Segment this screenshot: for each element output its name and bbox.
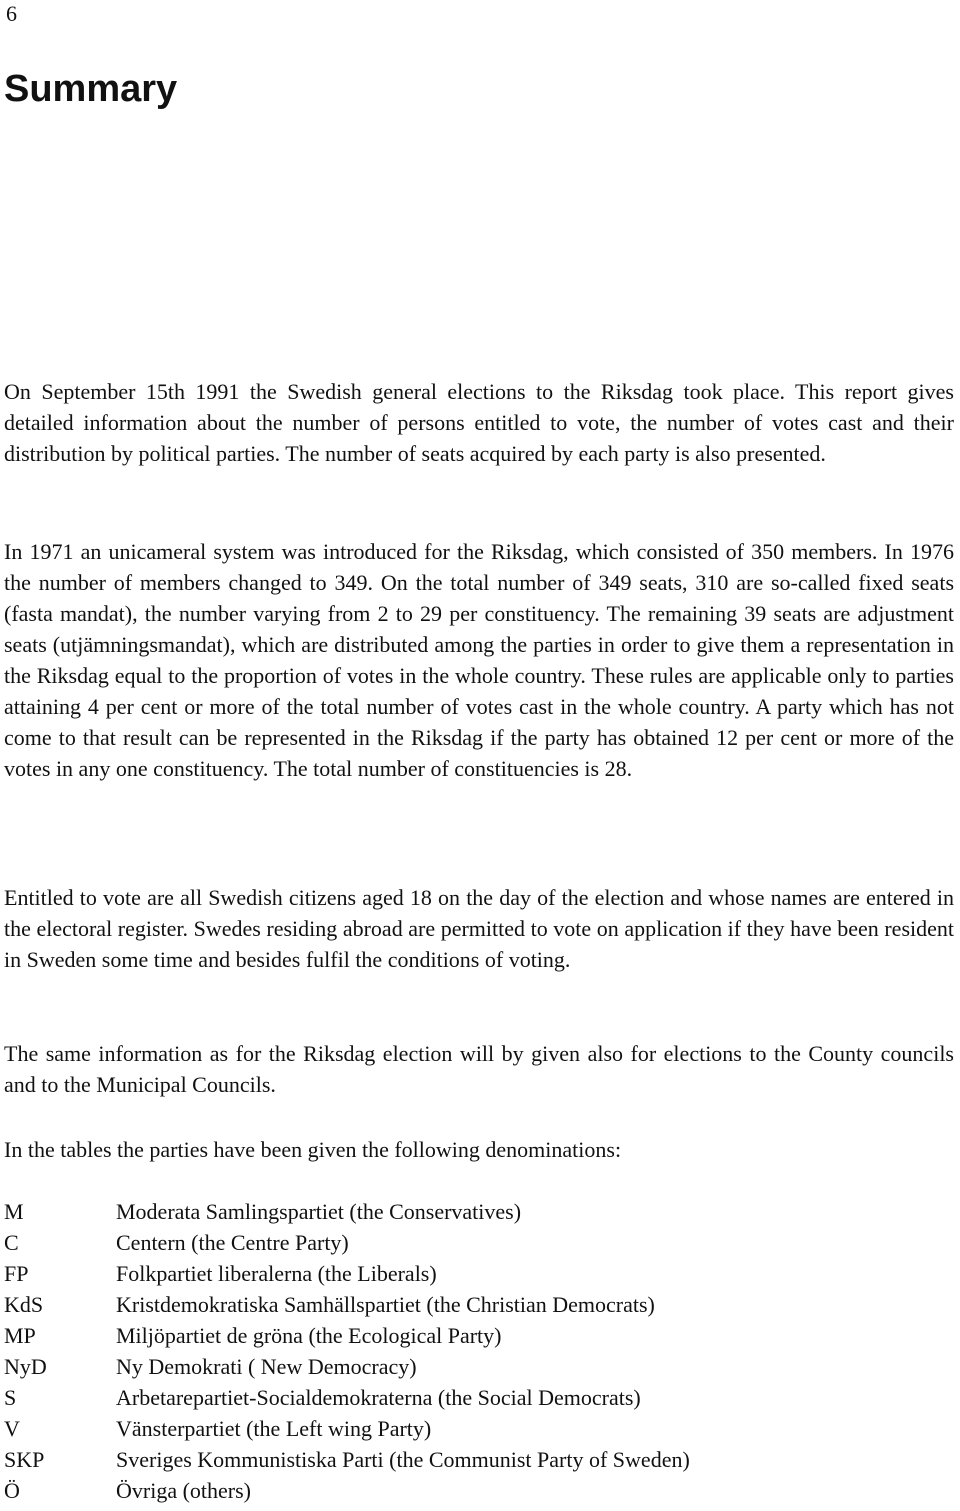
party-denominations-list	[4, 1196, 954, 1506]
party-name: Vänsterpartiet (the Left wing Party)	[116, 1416, 432, 1441]
list-item	[4, 1196, 954, 1227]
list-item	[4, 1289, 954, 1320]
page-title: Summary	[4, 68, 178, 110]
paragraph-riksdag-system: In 1971 an unicameral system was introduced for the Riksdag, which consisted of 350 members. In 1976 the number of members changed to 349. On the total number of 349 seats, 310 are so-called fixed seats (fasta mandat), the number varying from 2 to 29 per constituency. The remaining 39 seats are adjustment seats (utjämningsmandat), which are distributed among the parties in order to give them a representation in the Riksdag equal to the proportion of votes in the whole country. These rules are applicable only to parties attaining 4 per cent or more of the total number of votes cast in the whole country. A party which has not come to that result can be represented in the Riksdag if the party has obtained 12 per cent or more of the votes in any one constituency. The total number of constituencies is 28.	[4, 539, 954, 781]
list-item	[4, 1413, 954, 1444]
party-abbreviation: NyD	[4, 1354, 47, 1379]
list-item	[4, 1258, 954, 1289]
party-name: Sveriges Kommunistiska Parti (the Communist Party of Sweden)	[116, 1447, 690, 1472]
party-name: Ny Demokrati ( New Democracy)	[116, 1354, 417, 1379]
party-name: Moderata Samlingspartiet (the Conservatives)	[116, 1199, 522, 1224]
party-name: Centern (the Centre Party)	[116, 1230, 349, 1255]
paragraph-voting-eligibility: Entitled to vote are all Swedish citizens aged 18 on the day of the election and whose names are entered in the electoral register. Swedes residing abroad are permitted to vote on application if they have been resident in Sweden some time and besides fulfil the conditions of voting.	[4, 885, 954, 972]
party-abbreviation: S	[4, 1385, 17, 1410]
party-abbreviation: FP	[4, 1261, 29, 1286]
party-abbreviation: KdS	[4, 1292, 44, 1317]
party-name: Arbetarepartiet-Socialdemokraterna (the Social Democrats)	[116, 1385, 641, 1410]
party-abbreviation: C	[4, 1230, 19, 1255]
party-name: Övriga (others)	[116, 1478, 252, 1503]
list-item	[4, 1382, 954, 1413]
paragraph-other-elections: The same information as for the Riksdag election will by given also for elections to the County councils and to the Municipal Councils.	[4, 1041, 954, 1097]
paragraph-denominations-intro: In the tables the parties have been given the following denominations:	[4, 1137, 622, 1162]
party-name: Folkpartiet liberalerna (the Liberals)	[116, 1261, 437, 1286]
party-name: Miljöpartiet de gröna (the Ecological Party)	[116, 1323, 502, 1348]
party-abbreviation: SKP	[4, 1447, 45, 1472]
list-item	[4, 1351, 954, 1382]
page-number: 6	[6, 1, 17, 26]
party-abbreviation: MP	[4, 1323, 36, 1348]
paragraph-intro: On September 15th 1991 the Swedish general elections to the Riksdag took place. This report gives detailed information about the number of persons entitled to vote, the number of votes cast and their distribution by political parties. The number of seats acquired by each party is also presented.	[4, 379, 954, 466]
list-item	[4, 1320, 954, 1351]
list-item	[4, 1475, 954, 1506]
party-name: Kristdemokratiska Samhällspartiet (the Christian Democrats)	[116, 1292, 655, 1317]
list-item	[4, 1444, 954, 1475]
party-abbreviation: V	[4, 1416, 20, 1441]
list-item	[4, 1227, 954, 1258]
party-abbreviation: Ö	[4, 1478, 20, 1503]
party-abbreviation: M	[4, 1199, 24, 1224]
